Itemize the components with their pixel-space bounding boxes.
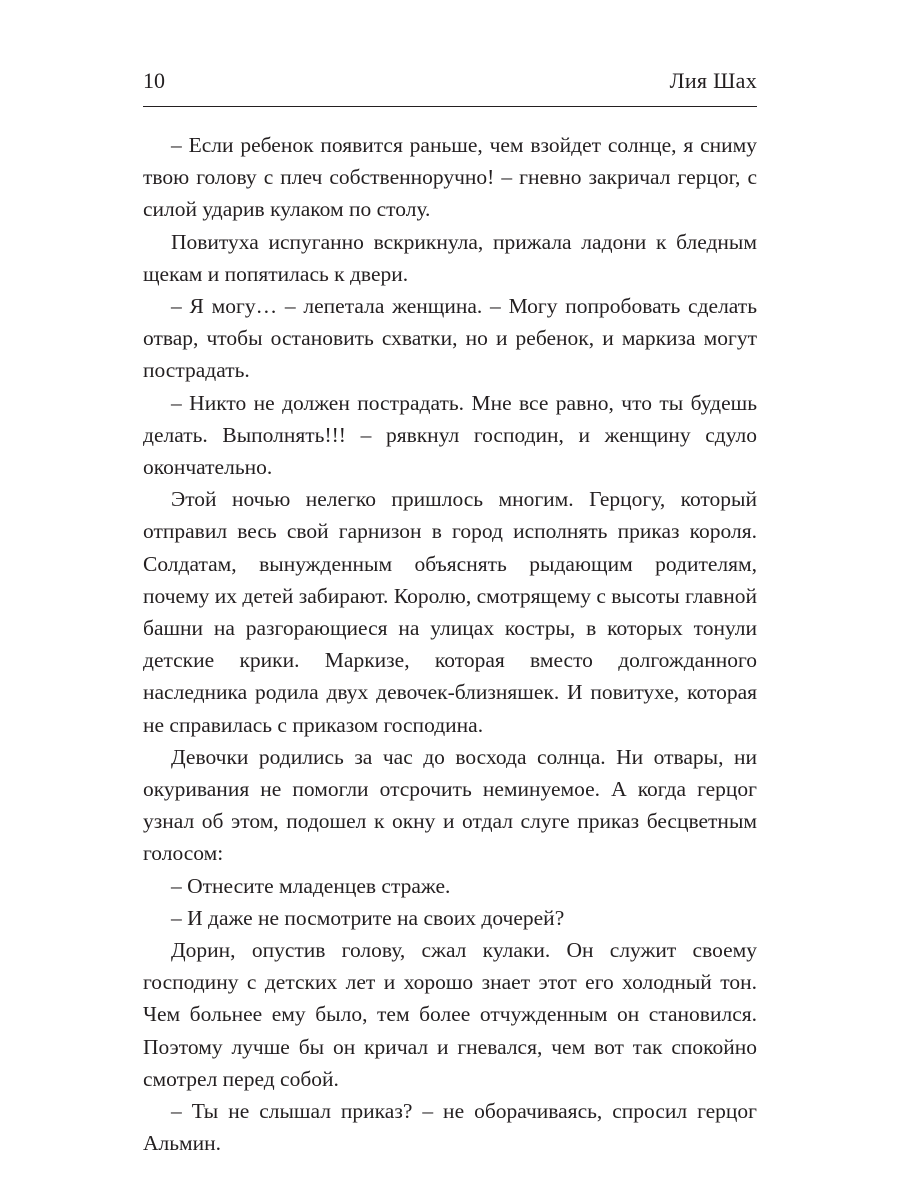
page-header: [143, 66, 757, 96]
page-number: 10: [143, 68, 165, 93]
paragraph: – Если ребенок появится раньше, чем взойдет солнце, я сниму твою голову с плеч собственноручно! – гневно закричал герцог, с силой ударив кулаком по столу.: [143, 133, 757, 222]
paragraph: – Отнесите младенцев страже.: [171, 873, 451, 898]
body-text: [143, 129, 757, 1160]
running-head-author: Лия Шах: [669, 68, 757, 93]
paragraph: – Я могу… – лепетала женщина. – Могу попробовать сделать отвар, чтобы остановить схватки, но и ребенок, и маркиза могут пострадать.: [143, 294, 757, 383]
paragraph: Дорин, опустив голову, сжал кулаки. Он служит своему господину с детских лет и хорошо знает этот его холодный тон. Чем больнее ему было, тем более отчужденным он становился. Поэтому лучше бы он кричал и гневался, чем вот так спокойно смотрел перед собой.: [143, 938, 757, 1091]
paragraph: – Никто не должен пострадать. Мне все равно, что ты будешь делать. Выполнять!!! – рявкнул господин, и женщину сдуло окончательно.: [143, 390, 757, 480]
header-rule: [143, 106, 757, 107]
paragraph: Повитуха испуганно вскрикнула, прижала ладони к бледным щекам и попятилась к двери.: [143, 229, 757, 286]
paragraph: Этой ночью нелегко пришлось многим. Герцогу, который отправил весь свой гарнизон в город исполнять приказ короля. Солдатам, вынужденным объяснять рыдающим родителям, почему их детей забирают. Королю, смотрящему с высоты главной башни на разгорающиеся на улицах костры, в которых тонули детские крики. Маркизе, которая вместо долгожданного наследника родила двух девочек-близняшек. И повитухе, которая не справилась с приказом господина.: [143, 487, 757, 737]
paragraph: – Ты не слышал приказ? – не оборачиваясь, спросил герцог Альмин.: [143, 1099, 757, 1156]
paragraph: – И даже не посмотрите на своих дочерей?: [171, 905, 565, 930]
paragraph: Девочки родились за час до восхода солнца. Ни отвары, ни окуривания не помогли отсрочить неминуемое. А когда герцог узнал об этом, подошел к окну и отдал слуге приказ бесцветным голосом:: [143, 744, 757, 866]
